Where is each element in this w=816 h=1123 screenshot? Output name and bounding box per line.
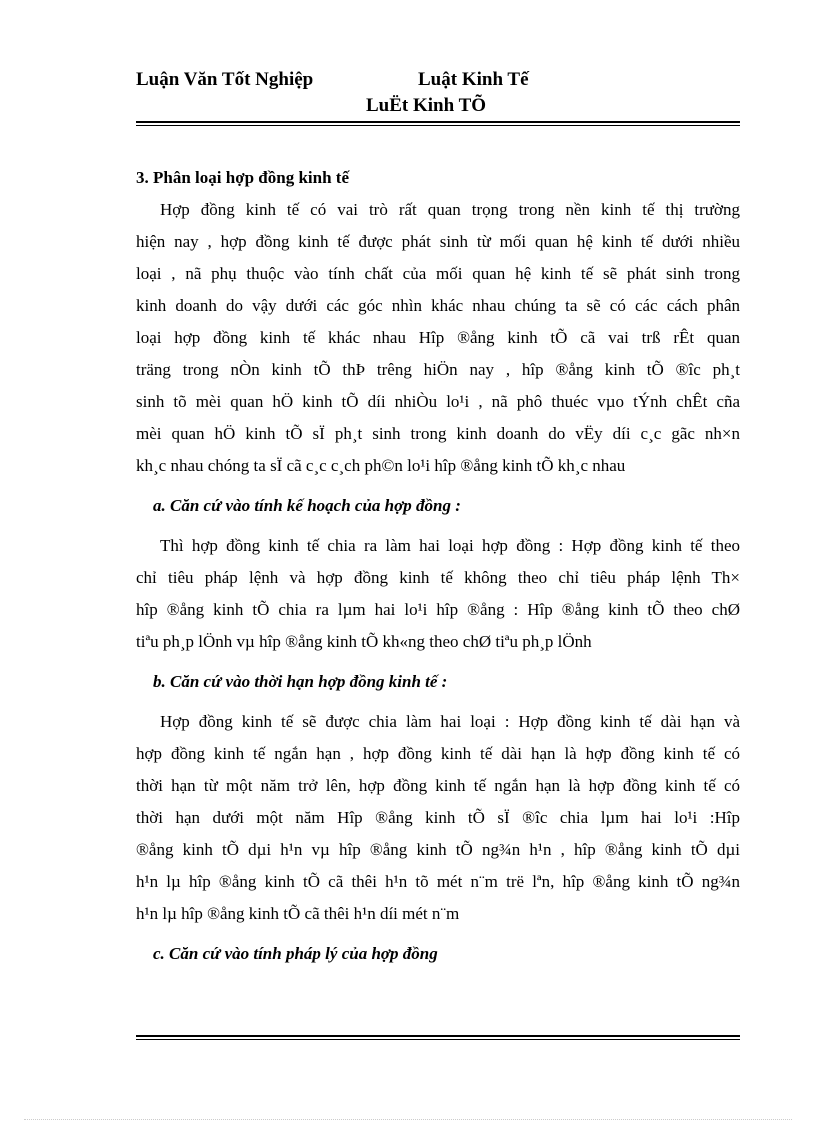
paragraph-line: h¹n lµ hîp ®ång kinh tÕ cã thêi h¹n tõ mét n¨m trë lªn, hîp ®ång kinh tÕ ng¾n — [136, 872, 740, 891]
paragraph-line: Hợp đồng kinh tế có vai trò rất quan trọng trong nền kinh tế thị trường — [160, 200, 740, 219]
header-rule — [136, 121, 740, 126]
subheading-a: a. Căn cứ vào tính kế hoạch của hợp đồng : — [153, 496, 461, 515]
paragraph-line: thời hạn từ một năm trở lên, hợp đồng kinh tế ngắn hạn là hợp đồng kinh tế có — [136, 776, 740, 795]
paragraph-line: loại hợp đồng kinh tế khác nhau Hîp ®ång kinh tÕ cã vai trß rÊt quan — [136, 328, 740, 347]
section-heading: 3. Phân loại hợp đồng kinh tế — [136, 168, 350, 187]
paragraph-3 — [136, 706, 740, 930]
page-edge-dotted-line — [24, 1119, 792, 1120]
header-thesis-title: Luận Văn Tốt Nghiệp — [136, 69, 314, 90]
paragraph-line: träng trong nÒn kinh tÕ thÞ trêng hiÖn nay , hîp ®ång kinh tÕ ®îc ph¸t — [136, 360, 740, 379]
paragraph-line: Thì hợp đồng kinh tế chia ra làm hai loại hợp đồng : Hợp đồng kinh tế theo — [160, 536, 740, 555]
subheading-b: b. Căn cứ vào thời hạn hợp đồng kinh tế : — [153, 672, 448, 691]
paragraph-1 — [136, 194, 740, 482]
paragraph-line: hîp ®ång kinh tÕ chia ra lµm hai lo¹i hîp ®ång : Hîp ®ång kinh tÕ theo chØ — [136, 600, 740, 619]
paragraph-2 — [136, 530, 740, 658]
paragraph-line: h¹n lµ hîp ®ång kinh tÕ cã thêi h¹n díi mét n¨m — [136, 904, 460, 923]
paragraph-line: hiện nay , hợp đồng kinh tế được phát sinh từ mối quan hệ kinh tế dưới nhiều — [136, 232, 740, 251]
paragraph-line: sinh tõ mèi quan hÖ kinh tÕ díi nhiÒu lo¹i , nã phô thuéc vµo tÝnh chÊt cña — [136, 392, 740, 411]
page-header — [136, 69, 740, 119]
paragraph-line: loại , nã phụ thuộc vào tính chất của mối quan hệ kinh tế sẽ phát sinh trong — [136, 264, 740, 283]
paragraph-line: tiªu ph¸p lÖnh vµ hîp ®ång kinh tÕ kh«ng theo chØ tiªu ph¸p lÖnh — [136, 632, 592, 651]
paragraph-line: kinh doanh do vậy dưới các góc nhìn khác nhau chúng ta sẽ có các cách phân — [136, 296, 740, 315]
document-body — [136, 162, 740, 970]
paragraph-line: Hợp đồng kinh tế sẽ được chia làm hai loại : Hợp đồng kinh tế dài hạn và — [160, 712, 740, 731]
paragraph-line: hợp đồng kinh tế ngắn hạn , hợp đồng kinh tế dài hạn là hợp đồng kinh tế có — [136, 744, 740, 763]
paragraph-line: thời hạn dưới một năm Hîp ®ång kinh tÕ sÏ ®îc chia lµm hai lo¹i :Hîp — [136, 808, 740, 827]
footer-rule — [136, 1035, 740, 1040]
paragraph-line: kh¸c nhau chóng ta sÏ cã c¸c c¸ch ph©n lo¹i hîp ®ång kinh tÕ kh¸c nhau — [136, 456, 626, 475]
header-subject-title: Luật Kinh Tế — [418, 69, 529, 90]
paragraph-line: chỉ tiêu pháp lệnh và hợp đồng kinh tế không theo chỉ tiêu pháp lệnh Th× — [136, 568, 740, 587]
header-subject-title-garbled: LuËt Kinh TÕ — [366, 95, 487, 116]
subheading-c: c. Căn cứ vào tính pháp lý của hợp đồng — [153, 944, 438, 963]
paragraph-line: ®ång kinh tÕ dµi h¹n vµ hîp ®ång kinh tÕ ng¾n h¹n , hîp ®ång kinh tÕ dµi — [136, 840, 740, 859]
paragraph-line: mèi quan hÖ kinh tÕ sÏ ph¸t sinh trong kinh doanh do vËy díi c¸c gãc nh×n — [136, 424, 740, 443]
